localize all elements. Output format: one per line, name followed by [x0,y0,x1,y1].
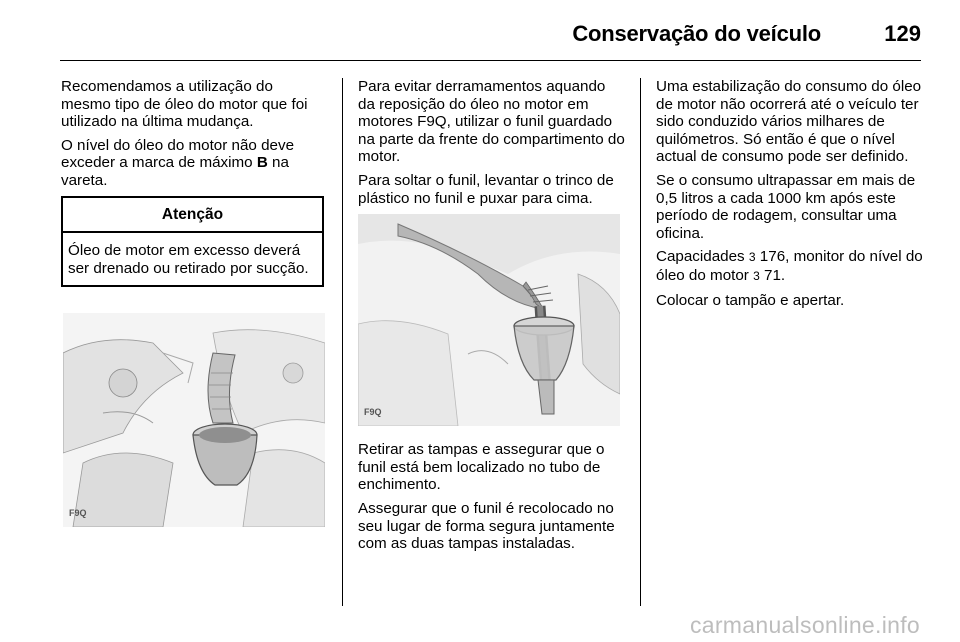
section-title: Conservação do veículo [572,21,821,46]
paragraph: Colocar o tampão e apertar. [656,291,845,309]
column-divider [640,78,641,606]
warning-box [61,196,324,288]
page-number: 129 [884,21,921,46]
bold-mark-label: B [256,154,268,172]
figure-label: F9Q [69,507,87,518]
engine-funnel-illustration [63,313,325,527]
cross-reference-icon: 3 [748,250,756,265]
funnel-drawing [358,214,620,426]
paragraph: Capacidades 3 176, monitor do nível do óleo do motor 3 71. [656,248,923,284]
cross-reference-icon: 3 [753,268,760,283]
paragraph: Para soltar o funil, levantar o trinco de plástico no funil e puxar para cima. [358,171,614,207]
column-3 [656,78,924,315]
paragraph: Uma estabilização do consumo do óleo de motor não ocorrerá até o veículo ter sido conduzido vários milhares de quilómetros. Só então é que o nível actual de consumo pode ser definido. [656,78,922,166]
warning-title: Atenção [63,198,322,234]
paragraph: Se o consumo ultrapassar em mais de 0,5 litros a cada 1000 km após este período de rodagem, consultar uma oficina. [656,171,916,242]
paragraph: Para evitar derramamentos aquando da reposição do óleo no motor em motores F9Q, utilizar o funil guardado na parte da frente do compartimento do motor. [358,78,625,166]
paragraph: Retirar as tampas e assegurar que o funil está bem localizado no tubo de enchimento. [358,441,605,494]
figure-label: F9Q [364,406,382,417]
paragraph: Recomendamos a utilização do mesmo tipo de óleo do motor que foi utilizado na última mudança. [61,78,308,131]
warning-text: Óleo de motor em excesso deverá ser drenado ou retirado por sucção. [68,242,309,277]
header-rule [60,60,921,61]
oil-pouring-illustration [358,214,620,426]
column-divider [342,78,343,606]
watermark: carmanualsonline.info [689,612,920,638]
page-header [60,14,921,60]
column-2 [358,78,626,559]
column-1 [61,78,326,527]
engine-drawing [63,313,325,527]
paragraph: Assegurar que o funil é recolocado no seu lugar de forma segura juntamente com as duas tampas instaladas. [358,499,615,553]
paragraph: O nível do óleo do motor não deve exceder a marca de máximo B na vareta. [61,136,295,189]
